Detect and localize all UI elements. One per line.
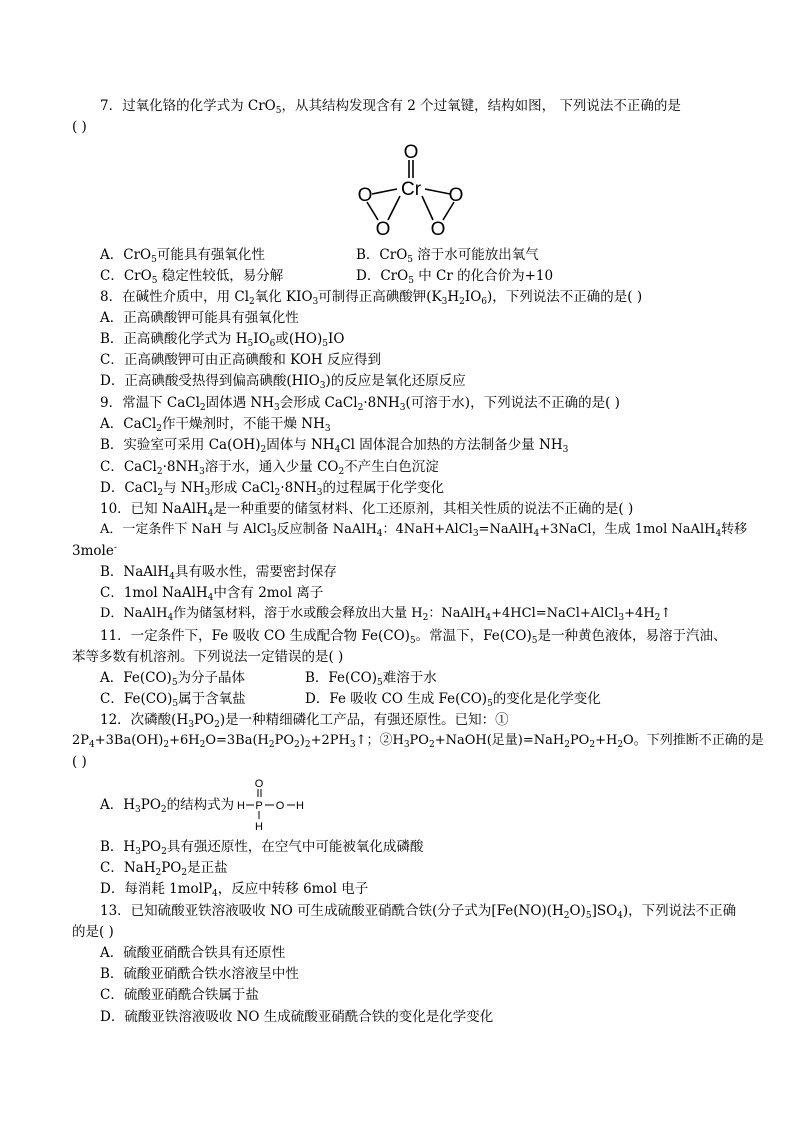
q8-option-b: B．正高碘酸化学式为 $H_5IO_6$或$(HO)_5IO$ <box>100 331 345 349</box>
cro5-o-bottom-right: O <box>430 219 446 238</box>
cro5-structure-diagram <box>350 138 470 238</box>
cro5-o-right: O <box>448 185 464 206</box>
q9-option-d: D．CaCl$_2$与 $NH_3$形成 $CaCl_2\cdot 8NH_3$的过程属于化学变化 <box>100 480 444 498</box>
q11-option-d: D．Fe 吸收 CO 生成 $Fe(CO)_5$的变化是化学变化 <box>305 691 601 709</box>
q13-stem: 13．已知硫酸亚铁溶液吸收 NO 可生成硫酸亚硝酰合铁(分子式为$[Fe(NO)(H_2O)_5]SO_4$)，下列说法不正确 <box>100 903 737 921</box>
q12-option-a: A．$H_3PO_2$的结构式为 <box>100 797 235 815</box>
q9-stem: 9．常温下 CaCl$_2$固体遇 $NH_3$会形成 $CaCl_2\cdot 8NH_3$(可溶于水)，下列说法不正确的是( ) <box>100 395 620 413</box>
q12-stem: 12．次磷酸$(H_3PO_2)$是一种精细磷化工产品，有强还原性。已知：① <box>100 712 509 730</box>
q11-stem-continued: 苯等多数有机溶剂。下列说法一定错误的是( ) <box>72 649 344 665</box>
q11-option-b: B．$Fe(CO)_5$难溶于水 <box>305 670 437 688</box>
q9-option-c: C．$CaCl_2\cdot 8NH_3$溶于水，通入少量 $CO_2$不产生白色沉淀 <box>100 459 439 477</box>
q8-option-d: D．正高碘酸受热得到偏高碘酸$(HIO_3)$的反应是氧化还原反应 <box>100 373 466 391</box>
q9-option-a: A．CaCl$_2$作干燥剂时，不能干燥 $NH_3$ <box>100 416 331 434</box>
h3po2-p: P <box>255 800 263 812</box>
cro5-cr: Cr <box>400 179 422 200</box>
q7-option-b: B．CrO$_5$ 溶于水可能放出氧气 <box>356 247 539 265</box>
q12-stem-equations: $2P_4+3Ba(OH)_2+6H_2O=3Ba(H_2PO_2)_2+2PH_3↑$；$②H_3PO_2+NaOH$(足量)$=NaH_2PO_2+H_2O$。下列推断不正确的是 <box>72 733 764 750</box>
h3po2-o-right: O <box>275 800 285 812</box>
q8-option-a: A．正高碘酸钾可能具有强氧化性 <box>100 310 299 326</box>
q13-option-c: C．硫酸亚硝酰合铁属于盐 <box>100 987 259 1003</box>
q7-option-a: A．CrO$_5$可能具有强氧化性 <box>100 247 265 265</box>
q13-stem-continued: 的是( ) <box>72 924 114 940</box>
q11-stem: 11．一定条件下，Fe 吸收 CO 生成配合物 $Fe(CO)_5$。常温下，$Fe(CO)_5$是一种黄色液体，易溶于汽油、 <box>100 628 727 646</box>
q7-option-c: C．CrO$_5$ 稳定性较低，易分解 <box>100 268 284 286</box>
q7-stem: 7．过氧化铬的化学式为 CrO$_5$，从其结构发现含有 2 个过氧键，结构如图， 下列说法不正确的是 <box>100 98 681 116</box>
q10-stem: 10．已知 NaAlH$_4$是一种重要的储氢材料、化工还原剂，其相关性质的说法不正确的是( ) <box>100 501 634 519</box>
q12-option-d: D．每消耗 1molP$_4$，反应中转移 6mol 电子 <box>100 881 369 899</box>
q8-option-c: C．正高碘酸钾可由正高碘酸和 KOH 反应得到 <box>100 352 381 368</box>
q8-stem: 8．在碱性介质中，用 $Cl_2$氧化 $KIO_3$可制得正高碘酸钾$(K_3H_2IO_6)$，下列说法不正确的是( ) <box>100 289 643 307</box>
h3po2-structure-diagram <box>232 775 312 835</box>
q13-option-d: D．硫酸亚铁溶液吸收 NO 生成硫酸亚硝酰合铁的变化是化学变化 <box>100 1009 494 1025</box>
q11-option-c: C．$Fe(CO)_5$属于含氧盐 <box>100 691 246 709</box>
q7-answer-paren: ( ) <box>72 119 87 135</box>
h3po2-h-right: H <box>296 800 304 812</box>
h3po2-o-top: O <box>254 778 264 790</box>
q12-option-b: B．$H_3PO_2$具有强还原性，在空气中可能被氧化成磷酸 <box>100 839 424 857</box>
q10-option-c: C．1mol NaAlH$_4$中含有 2mol 离子 <box>100 585 324 603</box>
q7-option-d: D．CrO$_5$ 中 Cr 的化合价为+10 <box>356 268 554 286</box>
q10-option-b: B．NaAlH$_4$具有吸水性，需要密封保存 <box>100 564 337 582</box>
q10-option-a: A．一定条件下 NaH 与 AlCl$_3$反应制备 NaAlH$_4$：4NaH+AlCl$_3$=NaAlH$_4$+3NaCl，生成 1mol NaAlH$_4$转移 <box>100 522 748 539</box>
q13-option-b: B．硫酸亚硝酰合铁水溶液呈中性 <box>100 966 299 982</box>
q12-option-c: C．$NaH_2PO_2$是正盐 <box>100 860 228 878</box>
cro5-o-bottom-left: O <box>375 219 391 238</box>
h3po2-h-bottom: H <box>255 821 263 833</box>
q13-option-a: A．硫酸亚硝酰合铁具有还原性 <box>100 945 286 961</box>
cro5-o-top: O <box>403 142 419 163</box>
q10-option-d: D．NaAlH$_4$作为储氢材料，溶于水或酸会释放出大量 $H_2$：$NaAlH_4+4HCl=NaCl+AlCl_3+4H_2↑$ <box>100 606 672 623</box>
q11-option-a: A．$Fe(CO)_5$为分子晶体 <box>100 670 246 688</box>
q9-option-b: B．实验室可采用 $Ca(OH)_2$固体与 $NH_4Cl$ 固体混合加热的方法制备少量 $NH_3$ <box>100 437 569 455</box>
cro5-o-left: O <box>357 185 373 206</box>
q10-option-a-continued: 3mole- <box>72 543 117 559</box>
h3po2-h-left: H <box>237 800 245 812</box>
q12-answer-paren: ( ) <box>72 754 87 770</box>
